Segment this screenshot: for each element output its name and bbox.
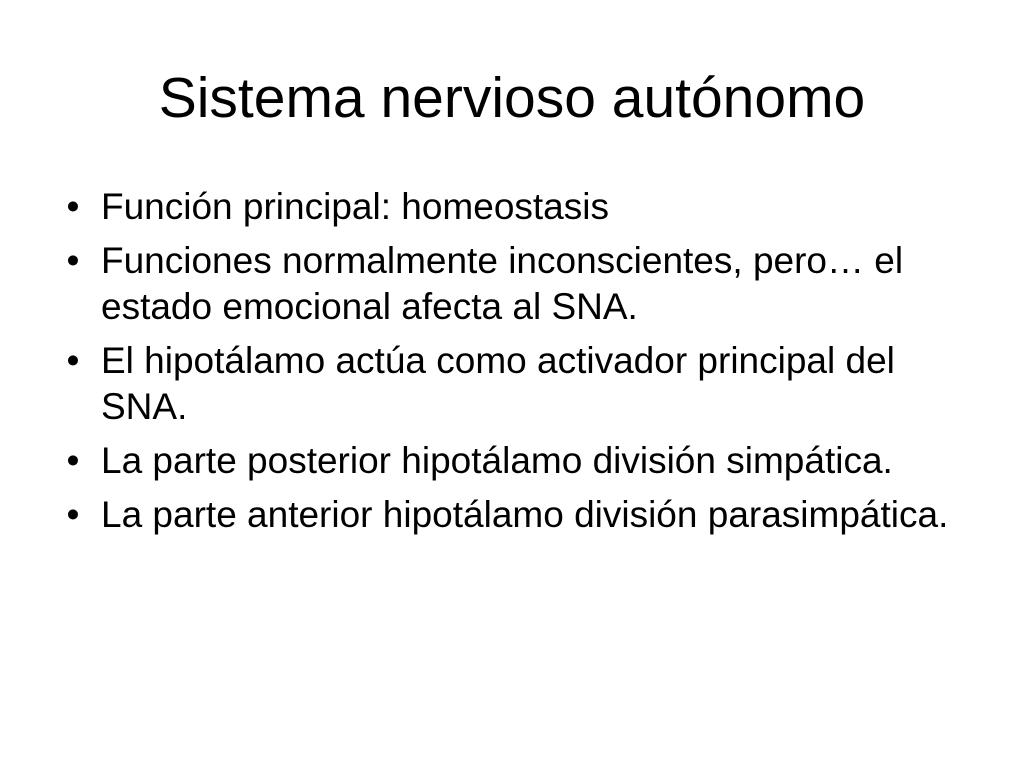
slide-title: Sistema nervioso autónomo — [158, 66, 866, 130]
bullet-text: La parte posterior hipotálamo división simpática. — [101, 440, 893, 481]
bullet-dot-icon: • — [66, 186, 80, 227]
bullet-text: El hipotálamo actúa como activador principal del SNA. — [101, 340, 895, 427]
bullet-dot-icon: • — [66, 440, 80, 481]
bullet-text: Funciones normalmente inconscientes, pero… el estado emocional afecta al SNA. — [101, 240, 904, 327]
bullet-dot-icon: • — [66, 240, 80, 281]
bullet-list — [58, 184, 978, 546]
bullet-item — [58, 338, 978, 430]
bullet-dot-icon: • — [66, 494, 80, 535]
bullet-dot-icon: • — [66, 340, 80, 381]
bullet-item — [58, 238, 978, 330]
bullet-item — [58, 184, 978, 230]
bullet-item — [58, 438, 978, 484]
bullet-text: Función principal: homeostasis — [101, 186, 609, 227]
bullet-item — [58, 492, 978, 538]
bullet-text: La parte anterior hipotálamo división parasimpática. — [101, 494, 949, 535]
